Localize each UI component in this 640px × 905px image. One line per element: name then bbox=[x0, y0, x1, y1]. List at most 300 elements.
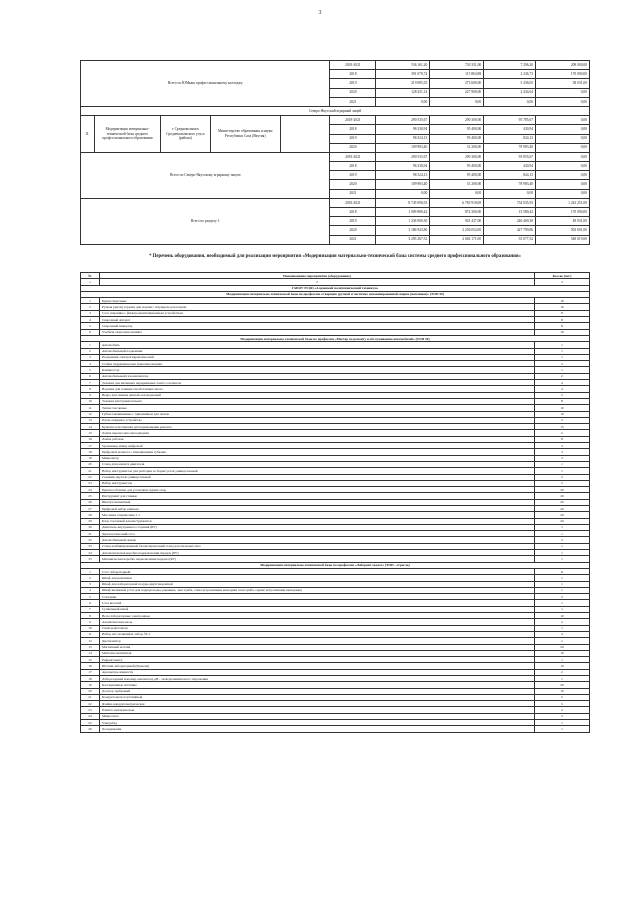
finance-cell-c3: 2 434,64 bbox=[484, 88, 536, 97]
item-name: Сварочный аппарат bbox=[100, 317, 535, 323]
finance-cell-year: 2020 bbox=[330, 88, 376, 97]
item-name: Диагностический стол bbox=[100, 531, 535, 537]
finance-cell-c1: 96 330,94 bbox=[376, 162, 430, 171]
item-quantity: 8 bbox=[535, 317, 590, 323]
finance-cell-c2: 95 400,00 bbox=[430, 162, 484, 171]
finance-cell-year: 2020 bbox=[330, 143, 376, 152]
finance-cell-c2: 290 300,00 bbox=[430, 152, 484, 161]
item-quantity: 4 bbox=[535, 386, 590, 392]
item-number: 25 bbox=[81, 493, 100, 499]
item-name: Механическая коробка переключения передач (БУ) bbox=[100, 556, 535, 562]
subheader-name: 2 bbox=[100, 279, 535, 285]
item-name: Губки алюминиевые с приемником для тисков bbox=[100, 411, 535, 417]
item-number: 8 bbox=[81, 386, 100, 392]
finance-cell-c1: 96 330,94 bbox=[376, 125, 430, 134]
finance-cell-c2: 941 437,00 bbox=[430, 217, 484, 226]
finance-cell-c3: 78 983,40 bbox=[484, 143, 536, 152]
item-name: Сварочный инвертор bbox=[100, 323, 535, 329]
item-number: 5 bbox=[81, 323, 100, 329]
equipment-table bbox=[80, 272, 590, 733]
item-name: Цифровой штангел с изменяемыми губками bbox=[100, 449, 535, 455]
finance-block-label: Всего по ЮМкаш профессиональному колледжу bbox=[81, 61, 330, 107]
finance-cell-year: 2018 bbox=[330, 162, 376, 171]
finance-cell-c3: 7 296,20 bbox=[484, 61, 536, 70]
finance-cell-year: 2019 bbox=[330, 79, 376, 88]
item-number: 1 bbox=[81, 568, 100, 574]
item-quantity: 2 bbox=[535, 669, 590, 675]
item-number: 9 bbox=[81, 619, 100, 625]
finance-cell-c1: 1 236 900,30 bbox=[376, 217, 430, 226]
item-name: Набор инструментов bbox=[100, 480, 535, 486]
finance-cell-c3: 0,00 bbox=[484, 189, 536, 198]
finance-cell-c2: 31 200,00 bbox=[430, 180, 484, 189]
finance-cell-year: 2020 bbox=[330, 226, 376, 235]
section-title: Модернизация материально-технической базы по профессии «Мастер по ремонту и обслуживанию автомобилей» (ТОП 50) bbox=[81, 335, 590, 341]
item-number: 2 bbox=[81, 304, 100, 310]
item-name: Аналитические весы bbox=[100, 619, 535, 625]
item-quantity: 11 bbox=[535, 568, 590, 574]
finance-section-number: II. bbox=[81, 116, 95, 153]
item-quantity: 1 bbox=[535, 581, 590, 587]
finance-cell-c3: 824,13 bbox=[484, 134, 536, 143]
finance-cell-c1: 128 431,14 bbox=[376, 88, 430, 97]
item-number: 26 bbox=[81, 726, 100, 732]
column-header-name: Наименование мероприятия (оборудование) bbox=[100, 273, 535, 279]
finance-cell-year: 2019 bbox=[330, 217, 376, 226]
item-quantity: 10 bbox=[535, 650, 590, 656]
finance-cell-c4: 1 243 251,00 bbox=[536, 198, 590, 207]
item-name: Ведро для замены цепной охлаждающей bbox=[100, 392, 535, 398]
item-number: 17 bbox=[81, 443, 100, 449]
finance-cell-c1: 219 085,35 bbox=[376, 79, 430, 88]
item-name: Набор сит почвенных лабор. № 2 bbox=[100, 631, 535, 637]
equipment-list-title: * Перечень оборудования, необходимый для реализации мероприятия «Модернизация материально-технической базы системы среднего профессионального образования» bbox=[149, 254, 521, 259]
item-name: Холодильник bbox=[100, 726, 535, 732]
item-quantity: 20 bbox=[535, 644, 590, 650]
finance-cell-c4: 503 001,00 bbox=[536, 226, 590, 235]
finance-cell-c3: 78 983,40 bbox=[484, 180, 536, 189]
finance-table bbox=[80, 60, 590, 245]
finance-cell-c2: 273 600,00 bbox=[430, 79, 484, 88]
item-number: 23 bbox=[81, 480, 100, 486]
finance-cell-year: 2018 bbox=[330, 70, 376, 79]
item-number: 29 bbox=[81, 518, 100, 524]
finance-section-region: г. Среднеколымск Среднеколымского улуса (района) bbox=[160, 116, 210, 153]
item-name: Инструмент для стяжки bbox=[100, 493, 535, 499]
item-number: 2 bbox=[81, 348, 100, 354]
equipment-item-row bbox=[81, 726, 590, 732]
item-quantity: 1 bbox=[535, 600, 590, 606]
finance-cell-c1: 0,00 bbox=[376, 97, 430, 106]
finance-cell-year: 2019 bbox=[330, 134, 376, 143]
finance-cell-c1: 3 186 943,86 bbox=[376, 226, 430, 235]
finance-subheading: Северо-Якутский аграрный лицей bbox=[81, 106, 590, 115]
item-number: 12 bbox=[81, 411, 100, 417]
finance-cell-year: 2018 bbox=[330, 125, 376, 134]
section-title: Модернизация материально-технической базы по профессии «Сварщик (ручной и частично механизированной сварки (наплавки)» (ТОП 50) bbox=[81, 291, 590, 297]
item-quantity: 10 bbox=[535, 405, 590, 411]
item-quantity: 1 bbox=[535, 468, 590, 474]
item-quantity: 1 bbox=[535, 657, 590, 663]
finance-cell-c3: 430,94 bbox=[484, 125, 536, 134]
item-name: Пуско-зарядное устройство bbox=[100, 417, 535, 423]
item-number: 12 bbox=[81, 638, 100, 644]
finance-cell-year: 2021 bbox=[330, 235, 376, 244]
item-quantity: 2 bbox=[535, 707, 590, 713]
item-number: 14 bbox=[81, 650, 100, 656]
item-number: 27 bbox=[81, 505, 100, 511]
item-name: Микроскоп bbox=[100, 713, 535, 719]
item-number: 7 bbox=[81, 606, 100, 612]
item-quantity: 1 bbox=[535, 524, 590, 530]
item-number: 7 bbox=[81, 380, 100, 386]
item-number: 20 bbox=[81, 688, 100, 694]
finance-cell-c3: 0,00 bbox=[484, 97, 536, 106]
item-quantity: 16 bbox=[535, 304, 590, 310]
finance-cell-c4: 0,00 bbox=[536, 171, 590, 180]
item-number: 20 bbox=[81, 461, 100, 467]
item-number: 4 bbox=[81, 587, 100, 593]
item-name: Автоматическая коробка переключения передач (БУ) bbox=[100, 550, 535, 556]
item-name: Шкаф для реактивов bbox=[100, 575, 535, 581]
finance-cell-c4: 0,00 bbox=[536, 134, 590, 143]
item-name: Цифровой набор клиньев bbox=[100, 505, 535, 511]
item-quantity: 1 bbox=[535, 575, 590, 581]
item-quantity: 1 bbox=[535, 587, 590, 593]
item-quantity: 20 bbox=[535, 505, 590, 511]
item-quantity: 8 bbox=[535, 436, 590, 442]
finance-block-label: Всего по разделу I. bbox=[81, 198, 330, 244]
item-name: Магнитный штатив bbox=[100, 644, 535, 650]
finance-cell-c1: 1 009 880,42 bbox=[376, 208, 430, 217]
item-number: 23 bbox=[81, 707, 100, 713]
finance-subheading-row bbox=[81, 106, 590, 115]
item-name: Автомобиль bbox=[100, 342, 535, 348]
item-quantity: 10 bbox=[535, 688, 590, 694]
item-name: Стол сварщика с фильтровентиляционным устройством bbox=[100, 310, 535, 316]
item-quantity: 1 bbox=[535, 348, 590, 354]
item-name: Подъемник электрогидравлический bbox=[100, 354, 535, 360]
finance-cell-year: 2018-2021 bbox=[330, 116, 376, 125]
finance-cell-year: 2019 bbox=[330, 171, 376, 180]
item-name: Стенд для ремонта двигателя bbox=[100, 461, 535, 467]
item-name: Уровнемер-измер цифровой bbox=[100, 443, 535, 449]
item-name: Двигатель внутреннего сгорания (БУ) bbox=[100, 524, 535, 530]
finance-cell-year: 2021 bbox=[330, 97, 376, 106]
finance-cell-c1: 0,00 bbox=[376, 189, 430, 198]
item-name: Мешалка магнитная bbox=[100, 650, 535, 656]
finance-cell-c2: 2 682 171,00 bbox=[430, 235, 484, 244]
item-quantity: 1 bbox=[535, 625, 590, 631]
item-name: Приспособление для установки задних опор bbox=[100, 487, 535, 493]
item-quantity: 10 bbox=[535, 411, 590, 417]
finance-row bbox=[81, 61, 590, 70]
item-number: 11 bbox=[81, 631, 100, 637]
item-quantity: 1 bbox=[535, 606, 590, 612]
finance-cell-c4: 0,00 bbox=[536, 180, 590, 189]
item-number: 6 bbox=[81, 600, 100, 606]
finance-cell-c4: 170 000,00 bbox=[536, 70, 590, 79]
column-header-quantity: Кол-во (шт.) bbox=[535, 273, 590, 279]
finance-cell-c1: 96 524,13 bbox=[376, 171, 430, 180]
finance-cell-c4: 0,00 bbox=[536, 97, 590, 106]
finance-cell-c4: 0,00 bbox=[536, 88, 590, 97]
item-number: 3 bbox=[81, 354, 100, 360]
finance-cell-c4: 208 000,00 bbox=[536, 61, 590, 70]
item-quantity: 2 bbox=[535, 417, 590, 423]
item-name: Весы лабораторные электронные bbox=[100, 613, 535, 619]
item-name: Лампа рабочая bbox=[100, 436, 535, 442]
finance-cell-c4: 0,00 bbox=[536, 152, 590, 161]
item-quantity: 20 bbox=[535, 682, 590, 688]
item-quantity: 8 bbox=[535, 310, 590, 316]
item-quantity: 1 bbox=[535, 543, 590, 549]
finance-cell-c4: 49 031,00 bbox=[536, 217, 590, 226]
item-quantity: 20 bbox=[535, 518, 590, 524]
item-number: 4 bbox=[81, 317, 100, 323]
finance-cell-c4: 0,00 bbox=[536, 189, 590, 198]
item-number: 30 bbox=[81, 524, 100, 530]
item-quantity: 1 bbox=[535, 461, 590, 467]
item-quantity: 1 bbox=[535, 342, 590, 348]
item-number: 24 bbox=[81, 713, 100, 719]
finance-cell-c1: 391 070,74 bbox=[376, 70, 430, 79]
item-number: 5 bbox=[81, 594, 100, 600]
item-name: Ультрабад bbox=[100, 720, 535, 726]
item-quantity: 1 bbox=[535, 367, 590, 373]
page-number: 3 bbox=[318, 10, 322, 16]
item-name: Тележка для интенных передвижных ламп со шлангом bbox=[100, 380, 535, 386]
item-number: 14 bbox=[81, 424, 100, 430]
item-quantity: 8 bbox=[535, 323, 590, 329]
item-quantity: 2 bbox=[535, 594, 590, 600]
finance-cell-c2: 115 863,88 bbox=[430, 70, 484, 79]
finance-cell-c3: 430,94 bbox=[484, 162, 536, 171]
finance-row bbox=[81, 116, 590, 125]
item-quantity: 1 bbox=[535, 726, 590, 732]
item-number: 13 bbox=[81, 644, 100, 650]
item-number: 32 bbox=[81, 537, 100, 543]
item-quantity: 4 bbox=[535, 380, 590, 386]
finance-cell-c2: 874 300,00 bbox=[430, 208, 484, 217]
finance-cell-c3: 734 935,93 bbox=[484, 198, 536, 207]
item-number: 21 bbox=[81, 694, 100, 700]
finance-cell-c3: 95 855,67 bbox=[484, 152, 536, 161]
item-quantity: 2 bbox=[535, 392, 590, 398]
subheader-quantity: 3 bbox=[535, 279, 590, 285]
item-number: 26 bbox=[81, 499, 100, 505]
item-quantity: 16 bbox=[535, 298, 590, 304]
finance-cell-c4: 0,00 bbox=[536, 162, 590, 171]
finance-cell-c3: 15 580,42 bbox=[484, 208, 536, 217]
item-number: 8 bbox=[81, 613, 100, 619]
item-number: 1 bbox=[81, 298, 100, 304]
item-quantity: 10 bbox=[535, 663, 590, 669]
finance-cell-c1: 8 745 096,93 bbox=[376, 198, 430, 207]
item-name: Съемник двухлап универсальный bbox=[100, 474, 535, 480]
item-name: Стол весовой bbox=[100, 600, 535, 606]
item-quantity: 2 bbox=[535, 537, 590, 543]
finance-cell-c2: 2 256 052,00 bbox=[430, 226, 484, 235]
item-number: 1 bbox=[81, 342, 100, 348]
item-quantity: 2 bbox=[535, 713, 590, 719]
item-name: Воронка для заливки отработанных масел bbox=[100, 386, 535, 392]
item-name: Ареометры жидкости bbox=[100, 669, 535, 675]
finance-cell-year: 2018-2021 bbox=[330, 152, 376, 161]
item-quantity: 3 bbox=[535, 455, 590, 461]
finance-cell-c2: 6 765 910,00 bbox=[430, 198, 484, 207]
item-name: Ячейка кондуктометрическая bbox=[100, 701, 535, 707]
item-name: Кассационные штативы bbox=[100, 682, 535, 688]
item-quantity: 1 bbox=[535, 556, 590, 562]
finance-cell-c4: 548 019,00 bbox=[536, 235, 590, 244]
item-name: Блок стеллажей для инструментов bbox=[100, 518, 535, 524]
finance-cell-c2: 0,00 bbox=[430, 189, 484, 198]
item-name: Учебная сварочная машина bbox=[100, 329, 535, 335]
finance-cell-c3: 2 236,73 bbox=[484, 70, 536, 79]
item-name: Штатив лабораторный (Бунзена) bbox=[100, 663, 535, 669]
finance-cell-c3: 246 469,30 bbox=[484, 217, 536, 226]
item-name: Набор инструментов для разборки и сборки узлов универсальный bbox=[100, 468, 535, 474]
item-name: Будки сварочные bbox=[100, 298, 535, 304]
item-name: Автомобильный газоанализатор bbox=[100, 373, 535, 379]
item-number: 11 bbox=[81, 405, 100, 411]
item-number: 15 bbox=[81, 657, 100, 663]
item-name: Дозатор требуемый bbox=[100, 688, 535, 694]
item-number: 24 bbox=[81, 487, 100, 493]
item-number: 18 bbox=[81, 676, 100, 682]
item-name: Спектрофотометр bbox=[100, 625, 535, 631]
item-quantity: 3 bbox=[535, 449, 590, 455]
item-number: 19 bbox=[81, 682, 100, 688]
item-number: 31 bbox=[81, 531, 100, 537]
finance-cell-c1: 3 295 267,52 bbox=[376, 235, 430, 244]
subheader-number: 1 bbox=[81, 279, 100, 285]
finance-cell-c2: 95 400,00 bbox=[430, 125, 484, 134]
item-name: Ручная (аргон) горелка для подачи с штуцером для подачи bbox=[100, 304, 535, 310]
item-name: Рефрактометр bbox=[100, 657, 535, 663]
finance-cell-c1: 109 983,40 bbox=[376, 180, 430, 189]
item-number: 19 bbox=[81, 455, 100, 461]
finance-cell-c2: 290 300,00 bbox=[430, 116, 484, 125]
finance-row bbox=[81, 198, 590, 207]
item-quantity: 8 bbox=[535, 398, 590, 404]
finance-section-ministry: Министерство образования и науки Республики Саха (Якутия) bbox=[210, 116, 280, 153]
finance-cell-c2: 95 400,00 bbox=[430, 134, 484, 143]
item-quantity: 20 bbox=[535, 487, 590, 493]
column-header-number: № bbox=[81, 273, 100, 279]
item-number: 16 bbox=[81, 663, 100, 669]
finance-cell-c3: 5 436,05 bbox=[484, 79, 536, 88]
item-quantity: 16 bbox=[535, 329, 590, 335]
item-name: Автомобильный сканер bbox=[100, 537, 535, 543]
item-quantity: 10 bbox=[535, 613, 590, 619]
item-name: Масленка заправочная 1 л bbox=[100, 512, 535, 518]
item-number: 6 bbox=[81, 373, 100, 379]
item-number: 17 bbox=[81, 669, 100, 675]
finance-cell-c1: 290 535,67 bbox=[376, 116, 430, 125]
item-name: Кушетка пластиковая для перемещения ремонта bbox=[100, 424, 535, 430]
finance-cell-c4: 38 031,00 bbox=[536, 79, 590, 88]
item-number: 5 bbox=[81, 367, 100, 373]
item-quantity: 1 bbox=[535, 531, 590, 537]
item-quantity: 20 bbox=[535, 493, 590, 499]
item-quantity: 20 bbox=[535, 512, 590, 518]
item-number: 16 bbox=[81, 436, 100, 442]
item-name: Кондуктометр портативный bbox=[100, 694, 535, 700]
item-quantity: 2 bbox=[535, 619, 590, 625]
organization-name: ГАПОУ РС(Я) «Алданский политехнический техникум» bbox=[81, 285, 590, 291]
item-name: Стенд комбинированный балансировочный стенд для легковых авто bbox=[100, 543, 535, 549]
item-number: 33 bbox=[81, 543, 100, 549]
item-quantity: 2 bbox=[535, 480, 590, 486]
item-number: 34 bbox=[81, 550, 100, 556]
item-number: 10 bbox=[81, 625, 100, 631]
finance-cell-year: 2018-2021 bbox=[330, 198, 376, 207]
item-number: 13 bbox=[81, 417, 100, 423]
item-quantity: 15 bbox=[535, 424, 590, 430]
item-number: 4 bbox=[81, 361, 100, 367]
finance-cell-year: 2018 bbox=[330, 208, 376, 217]
item-quantity: 3 bbox=[535, 443, 590, 449]
item-name: Шкатун магнитный bbox=[100, 499, 535, 505]
item-name: Тележка инструментальная bbox=[100, 398, 535, 404]
item-name: Лабораторный иономер-анализатор pH - электрохимического титрования bbox=[100, 676, 535, 682]
item-quantity: 5 bbox=[535, 701, 590, 707]
item-quantity: 1 bbox=[535, 638, 590, 644]
item-quantity: 1 bbox=[535, 550, 590, 556]
finance-cell-c3: 95 785,67 bbox=[484, 116, 536, 125]
item-number: 21 bbox=[81, 468, 100, 474]
item-name: Стеллажи bbox=[100, 594, 535, 600]
item-quantity: 5 bbox=[535, 694, 590, 700]
item-number: 18 bbox=[81, 449, 100, 455]
item-name: Дистиллятор bbox=[100, 638, 535, 644]
finance-block-label: Всего по Северо-Якутскому аграрному лицею bbox=[81, 152, 330, 198]
item-name: Сушильный шкаф bbox=[100, 606, 535, 612]
item-quantity: 2 bbox=[535, 361, 590, 367]
finance-cell-c2: 31 200,00 bbox=[430, 143, 484, 152]
item-number: 15 bbox=[81, 430, 100, 436]
finance-cell-c3: 427 790,86 bbox=[484, 226, 536, 235]
item-quantity: 20 bbox=[535, 499, 590, 505]
finance-cell-c1: 109 983,40 bbox=[376, 143, 430, 152]
item-number: 2 bbox=[81, 575, 100, 581]
item-name: Автомобильный подъемник bbox=[100, 348, 535, 354]
finance-cell-c2: 730 351,00 bbox=[430, 61, 484, 70]
item-number: 6 bbox=[81, 329, 100, 335]
finance-cell-c2: 227 900,00 bbox=[430, 88, 484, 97]
item-number: 3 bbox=[81, 581, 100, 587]
item-name: Шкаф для лабораторной посуды двухстворчатый bbox=[100, 581, 535, 587]
item-quantity: 1 bbox=[535, 720, 590, 726]
finance-row bbox=[81, 152, 590, 161]
item-number: 35 bbox=[81, 556, 100, 562]
item-number: 22 bbox=[81, 474, 100, 480]
item-number: 3 bbox=[81, 310, 100, 316]
finance-cell-c4: 170 000,00 bbox=[536, 208, 590, 217]
finance-cell-year: 2020 bbox=[330, 180, 376, 189]
finance-cell-c1: 96 524,13 bbox=[376, 134, 430, 143]
item-name: Стойка гидравлическая трансмиссионная bbox=[100, 361, 535, 367]
item-number: 9 bbox=[81, 392, 100, 398]
finance-cell-year: 2021 bbox=[330, 189, 376, 198]
item-name: Лампа переносная светодиодная bbox=[100, 430, 535, 436]
finance-section-text: Модернизация материально-технической базы среднего профессионального образования bbox=[94, 116, 160, 153]
item-name: Компрессор bbox=[100, 367, 535, 373]
item-name: Микрометр bbox=[100, 455, 535, 461]
item-quantity: 2 bbox=[535, 373, 590, 379]
